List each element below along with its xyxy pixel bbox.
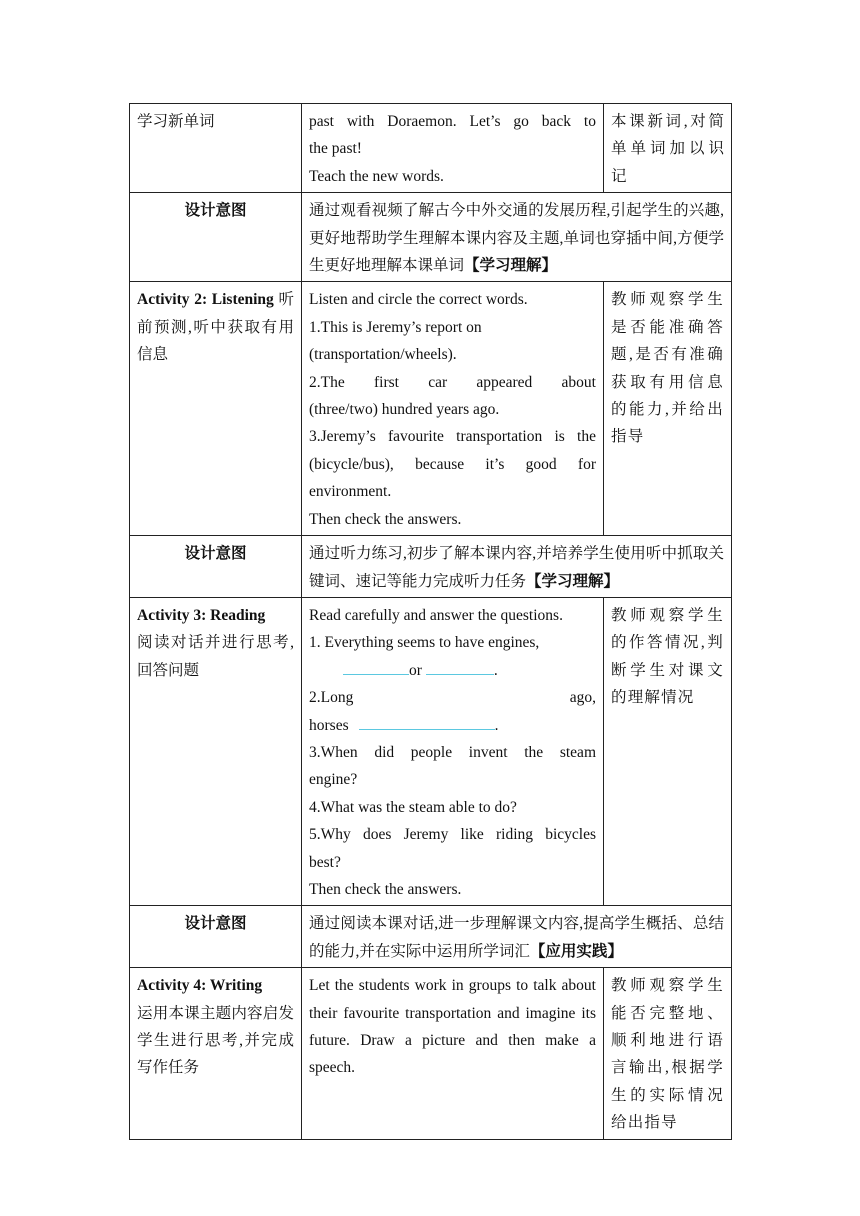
content-line: environment.	[309, 483, 392, 501]
content-line: 4.What was the steam able to do?	[309, 798, 517, 816]
design-intent-tag: 【学习理解】	[464, 257, 558, 275]
content-cell	[302, 104, 604, 193]
activity-cell	[130, 597, 302, 905]
activity-description: 阅读对话并进行思考,回答问题	[137, 634, 294, 679]
activity-title: Activity 2: Listening	[137, 291, 274, 309]
content-line: past with Doraemon. Let’s go back to	[309, 113, 596, 130]
content-line: (bicycle/bus), because it’s good for	[309, 455, 596, 473]
table-row	[130, 597, 732, 905]
design-intent-body: 通过观看视频了解古今中外交通的发展历程,引起学生的兴趣,更好地帮助学生理解本课内容及主题,单词也穿插中间,方便学生更好地理解本课单词	[309, 202, 724, 275]
table-row	[130, 193, 732, 282]
activity-cell	[130, 968, 302, 1139]
punctuation: .	[494, 716, 499, 734]
content-line	[309, 684, 596, 711]
content-line: Read carefully and answer the questions.	[309, 606, 563, 624]
design-intent-body: 通过听力练习,初步了解本课内容,并培养学生使用听中抓取关键词、速记等能力完成听力任务	[309, 545, 724, 590]
evaluation-cell: 教师观察学生的作答情况,判断学生对课文的理解情况	[604, 597, 732, 905]
question-text: horses	[309, 716, 349, 734]
activity-title: Activity 4: Writing	[137, 977, 263, 995]
content-line: 5.Why does Jeremy like riding bicycles	[309, 826, 596, 844]
fill-in-line	[309, 712, 596, 739]
evaluation-cell: 教师观察学生能否完整地、顺利地进行语言输出,根据学生的实际情况给出指导	[604, 968, 732, 1139]
table-row	[130, 282, 732, 536]
content-cell: Let the students work in groups to talk about their favourite transportation and imagine its future. Draw a picture and then make a speech.	[302, 968, 604, 1139]
content-line: Then check the answers.	[309, 880, 462, 898]
question-text: 2.Long	[309, 689, 354, 707]
content-line: 2.The first car appeared about	[309, 373, 596, 391]
activity-description: 运用本课主题内容启发学生进行思考,并完成写作任务	[137, 1004, 294, 1077]
table-row	[130, 968, 732, 1139]
content-line: Teach the new words.	[309, 167, 444, 185]
content-line: 3.When did people invent the steam	[309, 743, 596, 761]
design-intent-text	[302, 193, 732, 282]
evaluation-line: 单单词加以识	[611, 140, 724, 158]
content-line: the past!	[309, 140, 362, 158]
design-intent-label: 设计意图	[130, 906, 302, 968]
activity-description: 听前预测,听中获取有用信息	[137, 291, 295, 364]
design-intent-text	[302, 906, 732, 968]
content-line: (transportation/wheels).	[309, 346, 457, 364]
answer-blank	[359, 715, 495, 730]
activity-cell	[130, 104, 302, 193]
punctuation: .	[493, 661, 498, 679]
content-line: Then check the answers.	[309, 510, 462, 528]
content-line: best?	[309, 853, 341, 871]
design-intent-body: 通过阅读本课对话,进一步理解课文内容,提高学生概括、总结的能力,并在实际中运用所学词汇	[309, 915, 724, 960]
activity-cell	[130, 282, 302, 536]
lesson-plan-table	[129, 103, 732, 1140]
content-line: (three/two) hundred years ago.	[309, 401, 500, 419]
design-intent-label: 设计意图	[130, 193, 302, 282]
design-intent-tag: 【应用实践】	[529, 942, 623, 960]
design-intent-tag: 【学习理解】	[526, 572, 620, 590]
content-cell	[302, 597, 604, 905]
table-row	[130, 104, 732, 193]
content-line: 1.This is Jeremy’s report on	[309, 318, 482, 336]
answer-blank	[426, 660, 494, 675]
content-line: Listen and circle the correct words.	[309, 291, 528, 309]
evaluation-line: 本课新词,对简	[611, 113, 724, 130]
evaluation-cell	[604, 104, 732, 193]
activity-label: 学习新单词	[137, 113, 215, 130]
content-line: engine?	[309, 771, 358, 789]
activity-title: Activity 3: Reading	[137, 606, 266, 624]
evaluation-cell: 教师观察学生是否能准确答题,是否有准确获取有用信息的能力,并给出指导	[604, 282, 732, 536]
content-line: 1. Everything seems to have engines,	[309, 634, 540, 652]
fill-in-line	[309, 657, 596, 684]
evaluation-line: 记	[611, 167, 627, 185]
connector-text: or	[409, 661, 422, 679]
design-intent-label: 设计意图	[130, 536, 302, 598]
design-intent-text	[302, 536, 732, 598]
question-text: ago,	[569, 689, 596, 707]
table-row	[130, 536, 732, 598]
table-row	[130, 906, 732, 968]
content-line: 3.Jeremy’s favourite transportation is the	[309, 428, 596, 446]
answer-blank	[343, 660, 409, 675]
content-cell	[302, 282, 604, 536]
